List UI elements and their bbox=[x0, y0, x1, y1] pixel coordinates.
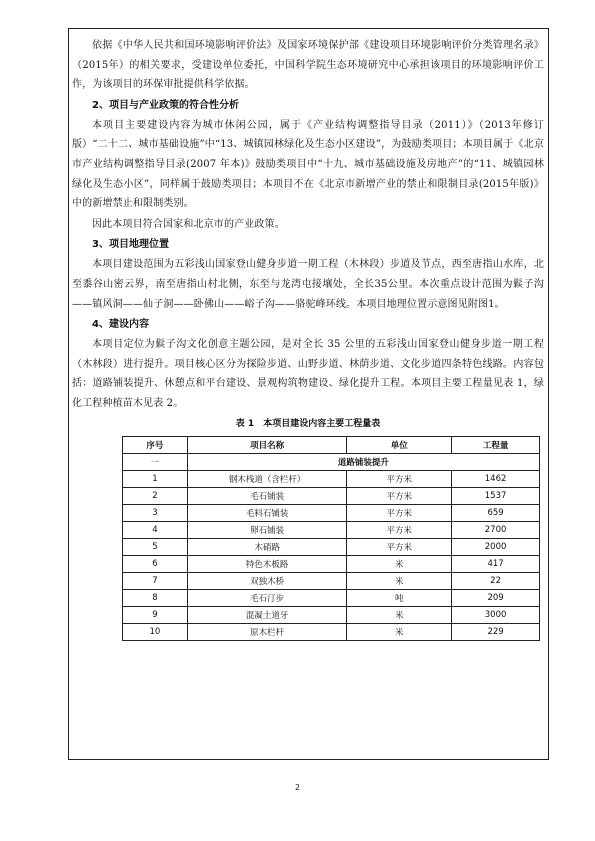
row-qty: 659 bbox=[452, 504, 540, 521]
row-name: 混凝土道牙 bbox=[187, 606, 347, 623]
row-seq: 3 bbox=[123, 504, 188, 521]
paragraph-policy-conclusion: 因此本项目符合国家和北京市的产业政策。 bbox=[92, 218, 285, 230]
row-name: 钢木栈道（含栏杆） bbox=[187, 470, 347, 487]
table-header-row bbox=[123, 436, 540, 453]
document-body bbox=[72, 36, 544, 641]
row-name: 特色木板路 bbox=[187, 555, 347, 572]
table-row bbox=[123, 470, 540, 487]
row-unit: 平方米 bbox=[347, 504, 452, 521]
header-name: 项目名称 bbox=[187, 436, 347, 453]
table-caption: 表 1 本项目建设内容主要工程量表 bbox=[235, 418, 381, 429]
header-seq: 序号 bbox=[123, 436, 188, 453]
heading-construction: 4、建设内容 bbox=[92, 319, 149, 331]
row-seq: 5 bbox=[123, 538, 188, 555]
paragraph-eia-basis: 依据《中华人民共和国环境影响评价法》及国家环境保护部《建设项目环境影响评价分类管理名录》（2015年）的相关要求，受建设单位委托，中国科学院生态环境研究中心承担该项目的环境影响评价工作，为该项目的环保审批提供科学依据。 bbox=[72, 40, 544, 91]
table-row bbox=[123, 589, 540, 606]
row-name: 原木栏杆 bbox=[187, 623, 347, 640]
table-row bbox=[123, 606, 540, 623]
row-name: 毛石汀步 bbox=[187, 589, 347, 606]
row-qty: 22 bbox=[452, 572, 540, 589]
row-name: 卵石铺装 bbox=[187, 521, 347, 538]
row-qty: 1462 bbox=[452, 470, 540, 487]
header-unit: 单位 bbox=[347, 436, 452, 453]
section-seq: 一 bbox=[123, 453, 188, 470]
row-qty: 2000 bbox=[452, 538, 540, 555]
table-section-row bbox=[123, 453, 540, 470]
row-unit: 米 bbox=[347, 555, 452, 572]
row-seq: 6 bbox=[123, 555, 188, 572]
row-unit: 平方米 bbox=[347, 521, 452, 538]
row-seq: 10 bbox=[123, 623, 188, 640]
table-row bbox=[123, 623, 540, 640]
row-unit: 米 bbox=[347, 623, 452, 640]
table-row bbox=[123, 555, 540, 572]
table-row bbox=[123, 521, 540, 538]
row-unit: 平方米 bbox=[347, 538, 452, 555]
row-seq: 7 bbox=[123, 572, 188, 589]
row-qty: 2700 bbox=[452, 521, 540, 538]
row-seq: 1 bbox=[123, 470, 188, 487]
table-row bbox=[123, 538, 540, 555]
paragraph-construction: 本项目定位为鬏子沟文化创意主题公园，是对全长 35 公里的五彩浅山国家登山健身步道一期工程（木林段）进行提升。项目核心区分为探险步道、山野步道、林荫步道、文化步道四条特色线路。内容包括：道路铺装提升、休憩点和平台建设、景观构筑物建设、绿化提升工程。本项目主要工程量见表 1，绿化工程种植苗木见表 2。 bbox=[72, 339, 544, 409]
paragraph-industry-policy: 本项目主要建设内容为城市休闲公园，属于《产业结构调整指导目录（2011）》（2013年修订版）“二十二、城市基础设施”中“13、城镇园林绿化及生态小区建设”，为鼓励类项目；本项目属于《北京市产业结构调整指导目录(2007 年本)》鼓励类项目中“十九、城市基础设施及房地产”的“11、城镇园林绿化及生态小区”，同样属于鼓励类项目；本项目不在《北京市新增产业的禁止和限制目录(2015年版)》中的新增禁止和限制类别。 bbox=[72, 119, 544, 210]
row-unit: 米 bbox=[347, 606, 452, 623]
table-row bbox=[123, 504, 540, 521]
paragraph-location: 本项目建设范围为五彩浅山国家登山健身步道一期工程（木林段）步道及节点，西至唐指山水库，北至黍谷山密云界，南至唐指山村北侧，东至与龙湾屯接壤处，全长35公里。本次重点设计范围为鬏子沟——镇风洞——仙子洞——卧佛山——峪子沟——骆驼峰环线。本项目地理位置示意图见附图1。 bbox=[72, 259, 544, 310]
row-unit: 吨 bbox=[347, 589, 452, 606]
row-seq: 4 bbox=[123, 521, 188, 538]
row-qty: 417 bbox=[452, 555, 540, 572]
table-row bbox=[123, 572, 540, 589]
row-name: 毛料石铺装 bbox=[187, 504, 347, 521]
row-qty: 229 bbox=[452, 623, 540, 640]
heading-location: 3、项目地理位置 bbox=[92, 239, 169, 251]
row-qty: 1537 bbox=[452, 487, 540, 504]
row-unit: 平方米 bbox=[347, 470, 452, 487]
row-qty: 209 bbox=[452, 589, 540, 606]
page-number: 2 bbox=[294, 783, 301, 792]
works-table bbox=[122, 436, 540, 641]
row-seq: 8 bbox=[123, 589, 188, 606]
row-name: 毛石铺装 bbox=[187, 487, 347, 504]
row-name: 木硝路 bbox=[187, 538, 347, 555]
section-title: 道路铺装提升 bbox=[187, 453, 539, 470]
row-unit: 米 bbox=[347, 572, 452, 589]
row-unit: 平方米 bbox=[347, 487, 452, 504]
row-name: 双独木桥 bbox=[187, 572, 347, 589]
table-row bbox=[123, 487, 540, 504]
row-seq: 2 bbox=[123, 487, 188, 504]
row-qty: 3000 bbox=[452, 606, 540, 623]
heading-industry-policy: 2、项目与产业政策的符合性分析 bbox=[92, 99, 239, 111]
row-seq: 9 bbox=[123, 606, 188, 623]
header-qty: 工程量 bbox=[452, 436, 540, 453]
